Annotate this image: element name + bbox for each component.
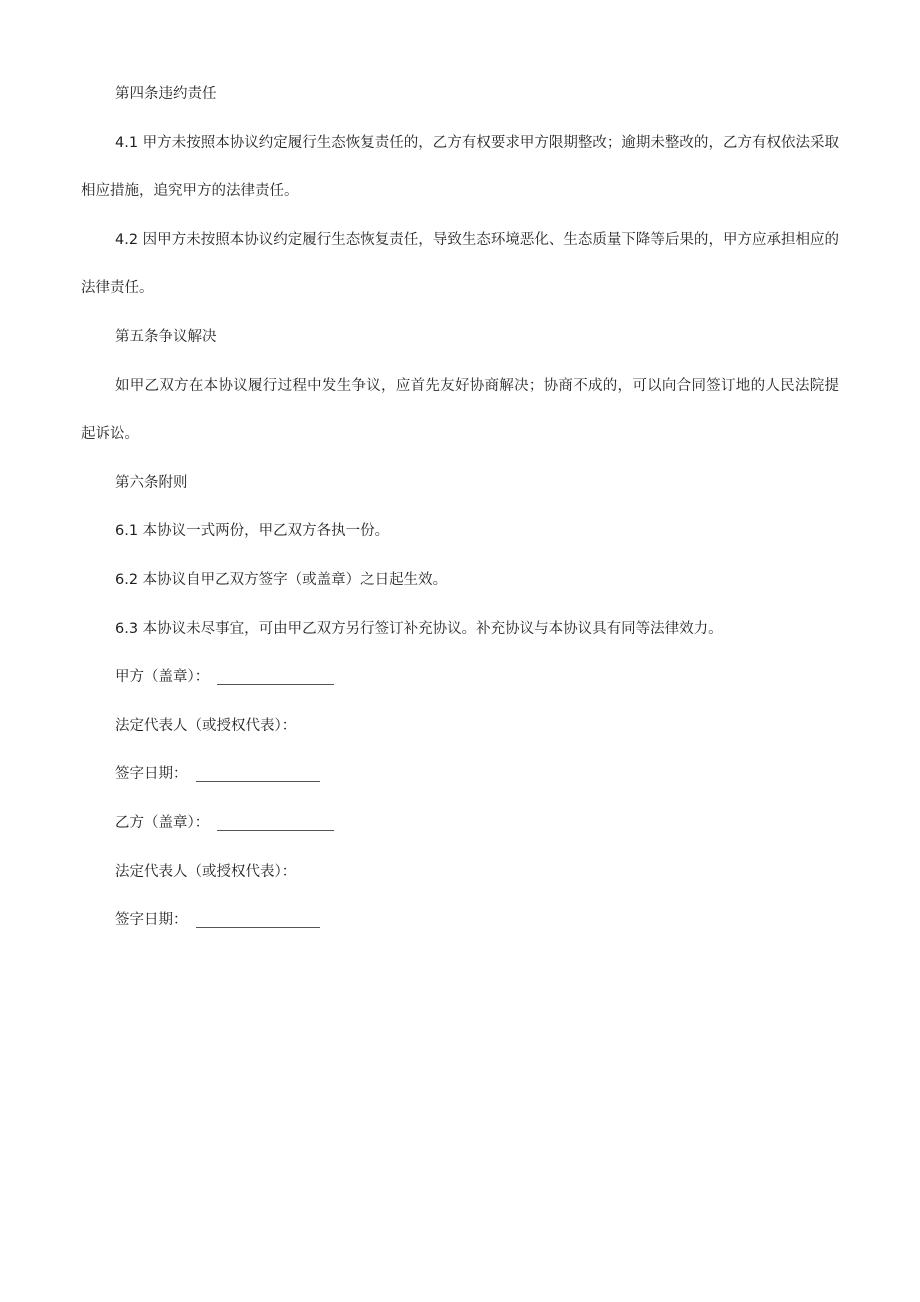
party-b-date-line (81, 896, 839, 945)
article-5-text: 如甲乙双方在本协议履行过程中发生争议，应首先友好协商解决；协商不成的，可以向合同签订地的人民法院提起诉讼。 (81, 377, 839, 443)
article-5-heading: 第五条争议解决 (115, 328, 217, 345)
party-b-label: 乙方（盖章）： (115, 814, 210, 831)
clause-6-1: 6.1 本协议一式两份，甲乙双方各执一份。 (115, 523, 390, 540)
party-b-seal-line (81, 799, 839, 848)
article-6-heading: 第六条附则 (115, 474, 188, 491)
party-b-rep-line (81, 848, 839, 897)
party-a-rep-label: 法定代表人（或授权代表）： (115, 717, 297, 734)
party-a-seal-line (81, 653, 839, 702)
party-a-label: 甲方（盖章）： (115, 669, 210, 686)
document-body (81, 70, 839, 945)
party-b-date-blank-line (196, 926, 320, 928)
clause-6-2: 6.2 本协议自甲乙双方签字（或盖章）之日起生效。 (115, 571, 448, 588)
party-a-rep-line (81, 702, 839, 751)
article-4-heading: 第四条违约责任 (115, 86, 217, 102)
party-a-date-blank-line (196, 780, 320, 782)
party-b-date-label: 签字日期： (115, 912, 188, 929)
clause-6-3: 6.3 本协议未尽事宜，可由甲乙双方另行签订补充协议。补充协议与本协议具有同等法律效力。 (115, 620, 723, 637)
party-a-blank-line (217, 683, 334, 685)
party-b-blank-line (217, 829, 334, 831)
party-a-date-line (81, 750, 839, 799)
party-b-rep-label: 法定代表人（或授权代表）： (115, 863, 297, 880)
clause-4-2: 4.2 因甲方未按照本协议约定履行生态恢复责任，导致生态环境恶化、生态质量下降等后果的，甲方应承担相应的法律责任。 (81, 231, 839, 297)
party-a-date-label: 签字日期： (115, 766, 188, 783)
clause-4-1: 4.1 甲方未按照本协议约定履行生态恢复责任的，乙方有权要求甲方限期整改；逾期未整改的，乙方有权依法采取相应措施，追究甲方的法律责任。 (81, 134, 839, 200)
